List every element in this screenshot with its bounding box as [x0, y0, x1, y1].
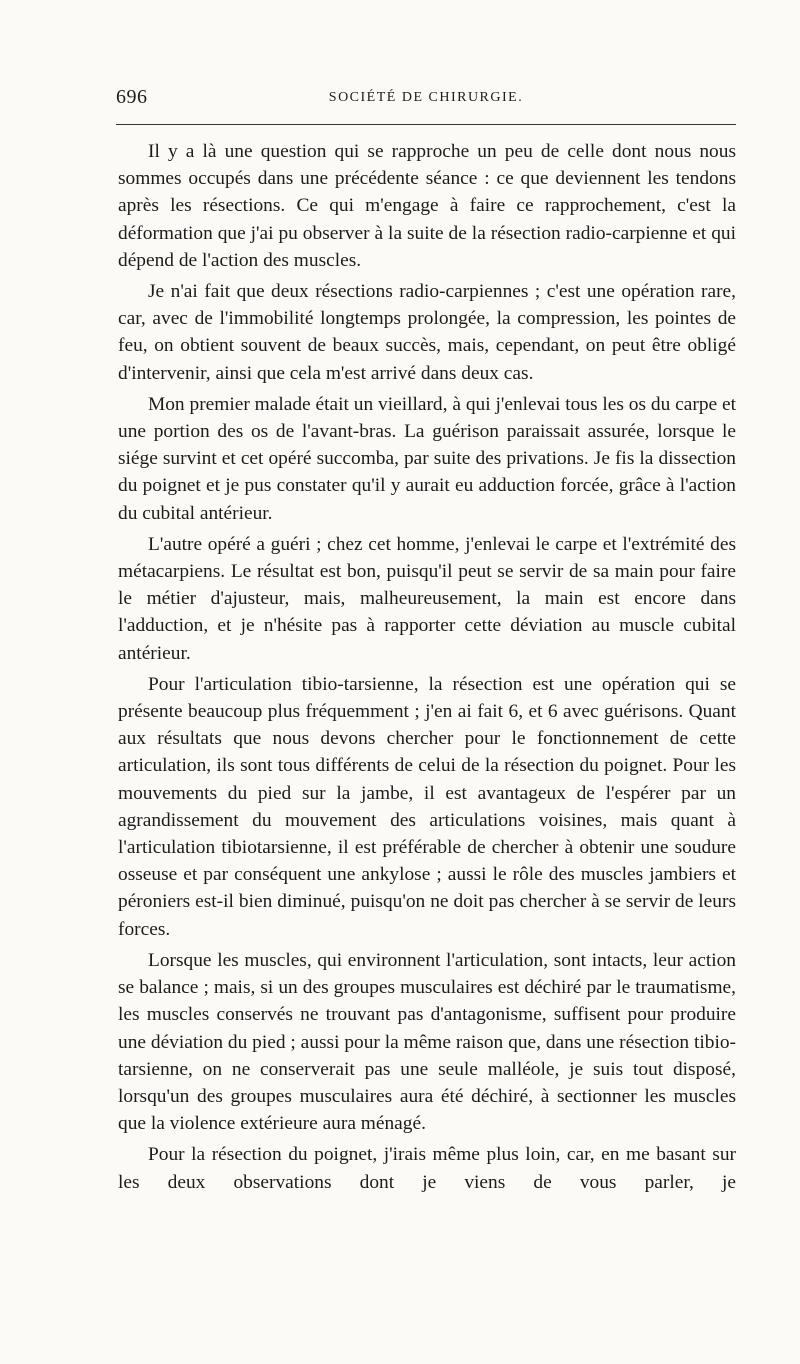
- page-header: [116, 86, 736, 116]
- running-head: SOCIÉTÉ DE CHIRURGIE.: [328, 90, 524, 105]
- paragraph-1: Il y a là une question qui se rapproche un peu de celle dont nous nous sommes occupés dans une précédente séance : ce que deviennent les tendons après les résections. Ce qui m'engage à faire ce rapprochement, c'est la déformation que j'ai pu observer à la suite de la résection radio-carpienne et qui dépend de l'action des muscles.: [118, 141, 736, 271]
- paragraph-4: L'autre opéré a guéri ; chez cet homme, j'enlevai le carpe et l'extrémité des métacarpiens. Le résultat est bon, puisqu'il peut se servir de sa main pour faire le métier d'ajusteur, mais, malheureusement, la main est encore dans l'adduction, et je n'hésite pas à rapporter cette déviation au muscle cubital antérieur.: [118, 533, 736, 664]
- paragraph-6: Lorsque les muscles, qui environnent l'articulation, sont intacts, leur action se balance ; mais, si un des groupes musculaires est déchiré par le traumatisme, les muscles conservés ne trouvant pas d'antagonisme, suffisent pour produire une déviation du pied ; aussi pour la même raison que, dans une résection tibio-tarsienne, on ne conserverait pas une seule malléole, je suis tout disposé, lorsqu'un des groupes musculaires aura été déchiré, à sectionner les muscles que la violence extérieure aura ménagé.: [118, 949, 736, 1135]
- paragraph-7: Pour la résection du poignet, j'irais même plus loin, car, en me basant sur les deux observations dont je viens de vous parler, je: [118, 1144, 736, 1193]
- header-rule: [116, 124, 736, 125]
- paragraph-3: Mon premier malade était un vieillard, à qui j'enlevai tous les os du carpe et une portion des os de l'avant-bras. La guérison paraissait assurée, lorsque le siége survint et cet opéré succomba, par suite des privations. Je fis la dissection du poignet et je pus constater qu'il y aurait eu adduction forcée, grâce à l'action du cubital antérieur.: [118, 393, 736, 524]
- page-number: 696: [116, 86, 148, 108]
- paragraph-5: Pour l'articulation tibio-tarsienne, la résection est une opération qui se présente beaucoup plus fréquemment ; j'en ai fait 6, et 6 avec guérisons. Quant aux résultats que nous devons chercher pour le fonctionnement de cette articulation, ils sont tous différents de celui de la résection du poignet. Pour les mouvements du pied sur la jambe, il est avantageux de l'espérer par un agrandissement du mouvement des articulations voisines, mais quant à l'articulation tibiotarsienne, il est préférable de chercher à obtenir une soudure osseuse et par conséquent une ankylose ; aussi le rôle des muscles jambiers et péroniers est-il bien diminué, puisqu'on ne doit pas chercher à se servir de leurs forces.: [118, 673, 736, 940]
- body-text: [118, 138, 736, 1200]
- paragraph-2: Je n'ai fait que deux résections radio-carpiennes ; c'est une opération rare, car, avec de l'immobilité longtemps prolongée, la compression, les pointes de feu, on obtient souvent de beaux succès, mais, cependant, on peut être obligé d'intervenir, ainsi que cela m'est arrivé dans deux cas.: [118, 281, 736, 384]
